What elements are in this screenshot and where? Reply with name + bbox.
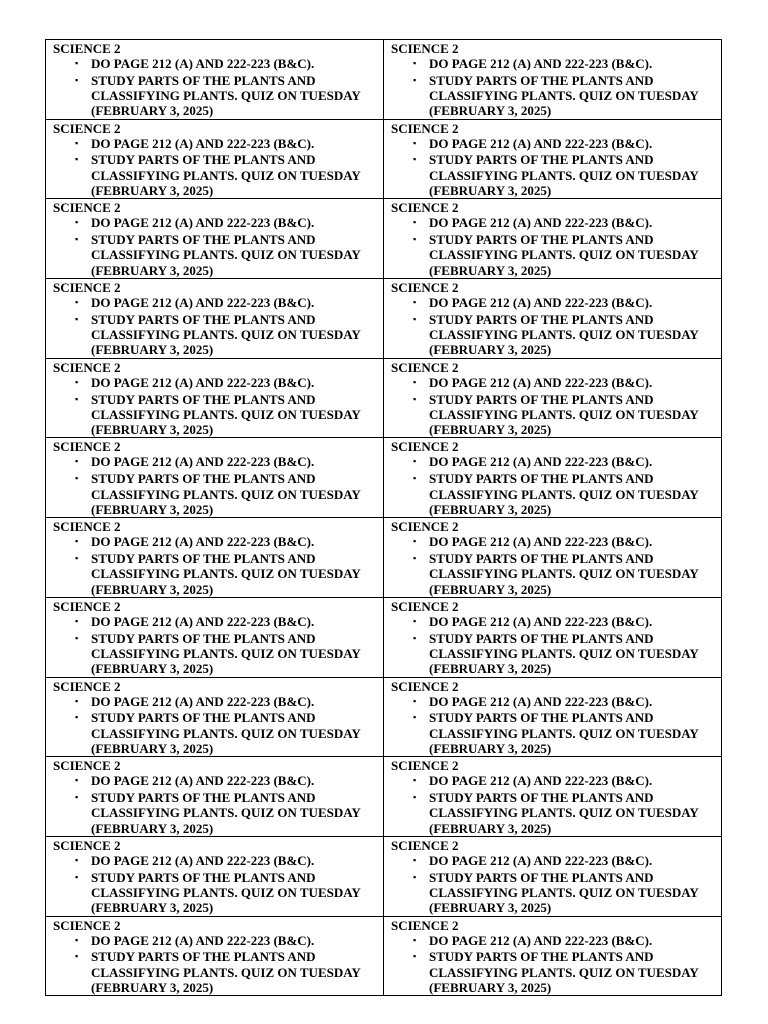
- square-bullet-icon: ▪: [413, 791, 417, 802]
- slip-task-text: STUDY PARTS OF THE PLANTS AND CLASSIFYING PLANTS. QUIZ ON TUESDAY (FEBRUARY 3, 2025): [429, 949, 699, 995]
- square-bullet-icon: ▪: [413, 712, 417, 723]
- slip-task-item: [391, 773, 717, 788]
- homework-slip: [46, 199, 384, 279]
- square-bullet-icon: ▪: [75, 313, 79, 324]
- square-bullet-icon: ▪: [413, 313, 417, 324]
- slip-row: [46, 518, 722, 598]
- slip-row: [46, 438, 722, 518]
- square-bullet-icon: ▪: [75, 74, 79, 85]
- square-bullet-icon: ▪: [413, 456, 417, 467]
- slip-task-list: [391, 614, 717, 677]
- slip-title: SCIENCE 2: [53, 200, 121, 216]
- slip-task-list: [391, 136, 717, 199]
- square-bullet-icon: ▪: [75, 775, 79, 786]
- homework-slip: [46, 40, 384, 120]
- square-bullet-icon: ▪: [75, 393, 79, 404]
- square-bullet-icon: ▪: [413, 615, 417, 626]
- slip-task-list: [53, 375, 379, 438]
- square-bullet-icon: ▪: [413, 536, 417, 547]
- square-bullet-icon: ▪: [75, 473, 79, 484]
- slip-title: SCIENCE 2: [391, 200, 459, 216]
- slip-title: SCIENCE 2: [391, 439, 459, 455]
- slip-row: [46, 199, 722, 279]
- slip-task-item: [53, 949, 379, 995]
- square-bullet-icon: ▪: [413, 871, 417, 882]
- square-bullet-icon: ▪: [413, 58, 417, 68]
- slip-task-item: [53, 471, 379, 517]
- slip-task-item: [53, 933, 379, 948]
- slip-task-item: [391, 152, 717, 198]
- homework-slip: [384, 119, 722, 199]
- homework-slip: [384, 279, 722, 359]
- slip-task-text: DO PAGE 212 (A) AND 222-223 (B&C).: [429, 215, 653, 231]
- slip-row: [46, 757, 722, 837]
- homework-slip: [46, 119, 384, 199]
- slip-task-text: STUDY PARTS OF THE PLANTS AND CLASSIFYING PLANTS. QUIZ ON TUESDAY (FEBRUARY 3, 2025): [429, 471, 699, 517]
- slip-task-text: DO PAGE 212 (A) AND 222-223 (B&C).: [429, 932, 653, 948]
- slip-title: SCIENCE 2: [391, 758, 459, 774]
- square-bullet-icon: ▪: [413, 217, 417, 228]
- slip-title: SCIENCE 2: [391, 120, 459, 136]
- slip-task-list: [391, 933, 717, 996]
- slip-task-text: STUDY PARTS OF THE PLANTS AND CLASSIFYING PLANTS. QUIZ ON TUESDAY (FEBRUARY 3, 2025): [91, 869, 361, 916]
- slip-task-text: STUDY PARTS OF THE PLANTS AND CLASSIFYING PLANTS. QUIZ ON TUESDAY (FEBRUARY 3, 2025): [429, 232, 699, 278]
- square-bullet-icon: ▪: [413, 695, 417, 706]
- slip-task-item: [53, 551, 379, 597]
- slip-title: SCIENCE 2: [53, 598, 121, 614]
- slip-row: [46, 279, 722, 359]
- slip-task-text: DO PAGE 212 (A) AND 222-223 (B&C).: [429, 693, 653, 709]
- slip-task-text: DO PAGE 212 (A) AND 222-223 (B&C).: [91, 534, 315, 550]
- slip-task-item: [391, 471, 717, 517]
- square-bullet-icon: ▪: [413, 234, 417, 245]
- square-bullet-icon: ▪: [75, 632, 79, 643]
- homework-slip: [384, 916, 722, 996]
- slip-task-item: [391, 949, 717, 995]
- homework-slip: [46, 518, 384, 598]
- slip-task-text: DO PAGE 212 (A) AND 222-223 (B&C).: [91, 454, 315, 470]
- slip-task-text: DO PAGE 212 (A) AND 222-223 (B&C).: [429, 534, 653, 550]
- slip-task-item: [53, 375, 379, 390]
- slip-title: SCIENCE 2: [53, 439, 121, 455]
- square-bullet-icon: ▪: [413, 137, 417, 148]
- slip-task-item: [53, 232, 379, 278]
- slip-task-text: DO PAGE 212 (A) AND 222-223 (B&C).: [91, 852, 315, 868]
- slip-task-text: STUDY PARTS OF THE PLANTS AND CLASSIFYING PLANTS. QUIZ ON TUESDAY (FEBRUARY 3, 2025): [429, 72, 699, 119]
- slips-table-body: [46, 40, 722, 996]
- slip-task-item: [391, 710, 717, 756]
- slip-task-list: [391, 56, 717, 119]
- slip-task-text: STUDY PARTS OF THE PLANTS AND CLASSIFYING PLANTS. QUIZ ON TUESDAY (FEBRUARY 3, 2025): [91, 311, 361, 358]
- slip-task-item: [391, 614, 717, 629]
- slip-task-text: DO PAGE 212 (A) AND 222-223 (B&C).: [91, 773, 315, 789]
- homework-slip: [384, 597, 722, 677]
- square-bullet-icon: ▪: [75, 615, 79, 626]
- slip-title: SCIENCE 2: [391, 41, 459, 56]
- slip-task-list: [53, 295, 379, 358]
- slip-title: SCIENCE 2: [391, 837, 459, 853]
- slip-task-text: STUDY PARTS OF THE PLANTS AND CLASSIFYING PLANTS. QUIZ ON TUESDAY (FEBRUARY 3, 2025): [91, 232, 361, 278]
- homework-slip: [46, 916, 384, 996]
- slip-task-item: [391, 870, 717, 916]
- slip-task-text: DO PAGE 212 (A) AND 222-223 (B&C).: [429, 773, 653, 789]
- homework-slip: [384, 40, 722, 120]
- slip-task-text: STUDY PARTS OF THE PLANTS AND CLASSIFYING PLANTS. QUIZ ON TUESDAY (FEBRUARY 3, 2025): [91, 391, 361, 438]
- slip-task-list: [391, 295, 717, 358]
- square-bullet-icon: ▪: [413, 393, 417, 404]
- homework-slips-table: [45, 39, 722, 996]
- slip-title: SCIENCE 2: [53, 917, 121, 933]
- square-bullet-icon: ▪: [413, 297, 417, 308]
- square-bullet-icon: ▪: [75, 854, 79, 865]
- slip-task-text: STUDY PARTS OF THE PLANTS AND CLASSIFYING PLANTS. QUIZ ON TUESDAY (FEBRUARY 3, 2025): [429, 789, 699, 836]
- square-bullet-icon: ▪: [75, 536, 79, 547]
- slip-task-list: [53, 933, 379, 996]
- square-bullet-icon: ▪: [413, 775, 417, 786]
- square-bullet-icon: ▪: [413, 934, 417, 945]
- slip-row: [46, 836, 722, 916]
- slip-task-text: STUDY PARTS OF THE PLANTS AND CLASSIFYING PLANTS. QUIZ ON TUESDAY (FEBRUARY 3, 2025): [91, 789, 361, 836]
- slip-task-text: DO PAGE 212 (A) AND 222-223 (B&C).: [91, 693, 315, 709]
- slip-task-list: [391, 853, 717, 916]
- homework-slip: [46, 836, 384, 916]
- homework-slip: [46, 279, 384, 359]
- slip-task-text: DO PAGE 212 (A) AND 222-223 (B&C).: [429, 56, 653, 71]
- slip-task-text: DO PAGE 212 (A) AND 222-223 (B&C).: [91, 613, 315, 629]
- slip-task-list: [391, 215, 717, 278]
- square-bullet-icon: ▪: [413, 473, 417, 484]
- square-bullet-icon: ▪: [75, 712, 79, 723]
- square-bullet-icon: ▪: [413, 376, 417, 387]
- slip-task-item: [53, 295, 379, 310]
- slip-title: SCIENCE 2: [391, 519, 459, 535]
- square-bullet-icon: ▪: [75, 552, 79, 563]
- slip-task-item: [53, 710, 379, 756]
- slip-task-text: STUDY PARTS OF THE PLANTS AND CLASSIFYING PLANTS. QUIZ ON TUESDAY (FEBRUARY 3, 2025): [91, 630, 361, 677]
- slip-task-text: DO PAGE 212 (A) AND 222-223 (B&C).: [91, 215, 315, 231]
- slip-row: [46, 916, 722, 996]
- slip-task-item: [391, 136, 717, 151]
- slip-task-text: STUDY PARTS OF THE PLANTS AND CLASSIFYING PLANTS. QUIZ ON TUESDAY (FEBRUARY 3, 2025): [429, 152, 699, 199]
- slip-title: SCIENCE 2: [391, 678, 459, 694]
- slip-task-item: [53, 614, 379, 629]
- homework-slip: [46, 597, 384, 677]
- slip-title: SCIENCE 2: [391, 598, 459, 614]
- slip-task-text: STUDY PARTS OF THE PLANTS AND CLASSIFYING PLANTS. QUIZ ON TUESDAY (FEBRUARY 3, 2025): [429, 311, 699, 358]
- slip-task-text: DO PAGE 212 (A) AND 222-223 (B&C).: [91, 295, 315, 311]
- slip-task-item: [391, 312, 717, 358]
- slip-task-text: DO PAGE 212 (A) AND 222-223 (B&C).: [429, 454, 653, 470]
- slip-row: [46, 40, 722, 120]
- slip-title: SCIENCE 2: [391, 917, 459, 933]
- homework-slip: [384, 757, 722, 837]
- slip-task-list: [391, 534, 717, 597]
- slip-task-list: [53, 694, 379, 757]
- slip-task-list: [53, 215, 379, 278]
- slip-task-text: DO PAGE 212 (A) AND 222-223 (B&C).: [429, 295, 653, 311]
- slip-task-text: STUDY PARTS OF THE PLANTS AND CLASSIFYING PLANTS. QUIZ ON TUESDAY (FEBRUARY 3, 2025): [429, 630, 699, 677]
- slip-title: SCIENCE 2: [53, 519, 121, 535]
- slip-task-text: STUDY PARTS OF THE PLANTS AND CLASSIFYING PLANTS. QUIZ ON TUESDAY (FEBRUARY 3, 2025): [91, 710, 361, 756]
- slip-task-item: [391, 551, 717, 597]
- slip-task-item: [53, 853, 379, 868]
- slip-task-item: [391, 853, 717, 868]
- homework-slip: [46, 438, 384, 518]
- homework-slip: [46, 757, 384, 837]
- slip-title: SCIENCE 2: [53, 758, 121, 774]
- slip-task-list: [53, 614, 379, 677]
- square-bullet-icon: ▪: [75, 297, 79, 308]
- square-bullet-icon: ▪: [75, 951, 79, 962]
- homework-slip: [46, 358, 384, 438]
- slip-task-item: [53, 392, 379, 438]
- slip-task-item: [53, 870, 379, 916]
- slip-task-item: [391, 375, 717, 390]
- slip-row: [46, 677, 722, 757]
- slip-task-item: [53, 56, 379, 71]
- slip-task-item: [391, 56, 717, 71]
- slip-task-item: [53, 73, 379, 119]
- square-bullet-icon: ▪: [75, 695, 79, 706]
- slip-task-text: STUDY PARTS OF THE PLANTS AND CLASSIFYING PLANTS. QUIZ ON TUESDAY (FEBRUARY 3, 2025): [91, 152, 361, 199]
- homework-slip: [384, 358, 722, 438]
- slip-task-item: [53, 152, 379, 198]
- slip-task-item: [53, 694, 379, 709]
- slip-task-list: [391, 773, 717, 836]
- homework-slip: [384, 199, 722, 279]
- square-bullet-icon: ▪: [75, 234, 79, 245]
- slip-task-list: [391, 375, 717, 438]
- slip-title: SCIENCE 2: [391, 359, 459, 375]
- slip-task-text: DO PAGE 212 (A) AND 222-223 (B&C).: [91, 932, 315, 948]
- square-bullet-icon: ▪: [75, 934, 79, 945]
- square-bullet-icon: ▪: [75, 791, 79, 802]
- slip-task-item: [391, 295, 717, 310]
- square-bullet-icon: ▪: [75, 154, 79, 165]
- slip-title: SCIENCE 2: [53, 678, 121, 694]
- slip-row: [46, 119, 722, 199]
- square-bullet-icon: ▪: [413, 552, 417, 563]
- slip-task-list: [53, 773, 379, 836]
- slip-title: SCIENCE 2: [53, 120, 121, 136]
- slip-task-text: DO PAGE 212 (A) AND 222-223 (B&C).: [91, 374, 315, 390]
- slip-task-text: DO PAGE 212 (A) AND 222-223 (B&C).: [429, 135, 653, 151]
- homework-slip: [384, 677, 722, 757]
- slip-task-item: [53, 454, 379, 469]
- slip-task-item: [391, 631, 717, 677]
- slip-task-text: STUDY PARTS OF THE PLANTS AND CLASSIFYING PLANTS. QUIZ ON TUESDAY (FEBRUARY 3, 2025): [91, 471, 361, 517]
- slip-task-item: [53, 773, 379, 788]
- slip-task-item: [391, 790, 717, 836]
- slip-task-list: [53, 853, 379, 916]
- homework-slip: [384, 836, 722, 916]
- slip-title: SCIENCE 2: [53, 41, 121, 56]
- slip-task-item: [391, 694, 717, 709]
- slip-task-list: [53, 534, 379, 597]
- slip-task-list: [391, 454, 717, 517]
- slip-task-item: [53, 534, 379, 549]
- slip-task-text: STUDY PARTS OF THE PLANTS AND CLASSIFYING PLANTS. QUIZ ON TUESDAY (FEBRUARY 3, 2025): [91, 72, 361, 119]
- square-bullet-icon: ▪: [413, 854, 417, 865]
- slip-task-item: [391, 534, 717, 549]
- slip-task-text: DO PAGE 212 (A) AND 222-223 (B&C).: [429, 374, 653, 390]
- slip-task-list: [391, 694, 717, 757]
- slip-task-item: [53, 790, 379, 836]
- square-bullet-icon: ▪: [75, 456, 79, 467]
- square-bullet-icon: ▪: [75, 871, 79, 882]
- slip-task-item: [391, 232, 717, 278]
- slip-title: SCIENCE 2: [53, 359, 121, 375]
- square-bullet-icon: ▪: [75, 376, 79, 387]
- square-bullet-icon: ▪: [75, 137, 79, 148]
- square-bullet-icon: ▪: [413, 632, 417, 643]
- slip-title: SCIENCE 2: [53, 837, 121, 853]
- slip-task-text: DO PAGE 212 (A) AND 222-223 (B&C).: [429, 852, 653, 868]
- slip-task-list: [53, 136, 379, 199]
- square-bullet-icon: ▪: [75, 58, 79, 68]
- slip-task-item: [391, 454, 717, 469]
- slip-task-list: [53, 56, 379, 119]
- slip-task-text: STUDY PARTS OF THE PLANTS AND CLASSIFYING PLANTS. QUIZ ON TUESDAY (FEBRUARY 3, 2025): [429, 710, 699, 756]
- homework-slip: [46, 677, 384, 757]
- slip-row: [46, 597, 722, 677]
- square-bullet-icon: ▪: [413, 74, 417, 85]
- slip-task-text: STUDY PARTS OF THE PLANTS AND CLASSIFYING PLANTS. QUIZ ON TUESDAY (FEBRUARY 3, 2025): [91, 949, 361, 995]
- slip-title: SCIENCE 2: [391, 280, 459, 296]
- square-bullet-icon: ▪: [413, 951, 417, 962]
- slip-task-item: [53, 136, 379, 151]
- slip-task-item: [53, 312, 379, 358]
- square-bullet-icon: ▪: [413, 154, 417, 165]
- slip-task-text: DO PAGE 212 (A) AND 222-223 (B&C).: [429, 613, 653, 629]
- slip-title: SCIENCE 2: [53, 280, 121, 296]
- slip-row: [46, 358, 722, 438]
- slip-task-item: [391, 73, 717, 119]
- homework-slip: [384, 438, 722, 518]
- slip-task-item: [391, 215, 717, 230]
- slip-task-text: DO PAGE 212 (A) AND 222-223 (B&C).: [91, 135, 315, 151]
- homework-slip: [384, 518, 722, 598]
- slip-task-text: STUDY PARTS OF THE PLANTS AND CLASSIFYING PLANTS. QUIZ ON TUESDAY (FEBRUARY 3, 2025): [429, 550, 699, 597]
- slip-task-text: STUDY PARTS OF THE PLANTS AND CLASSIFYING PLANTS. QUIZ ON TUESDAY (FEBRUARY 3, 2025): [429, 869, 699, 916]
- slip-task-item: [53, 215, 379, 230]
- slip-task-text: DO PAGE 212 (A) AND 222-223 (B&C).: [91, 56, 315, 71]
- slip-task-item: [53, 631, 379, 677]
- square-bullet-icon: ▪: [75, 217, 79, 228]
- slip-task-list: [53, 454, 379, 517]
- slip-task-item: [391, 933, 717, 948]
- slip-task-text: STUDY PARTS OF THE PLANTS AND CLASSIFYING PLANTS. QUIZ ON TUESDAY (FEBRUARY 3, 2025): [91, 550, 361, 597]
- slip-task-text: STUDY PARTS OF THE PLANTS AND CLASSIFYING PLANTS. QUIZ ON TUESDAY (FEBRUARY 3, 2025): [429, 391, 699, 438]
- slip-task-item: [391, 392, 717, 438]
